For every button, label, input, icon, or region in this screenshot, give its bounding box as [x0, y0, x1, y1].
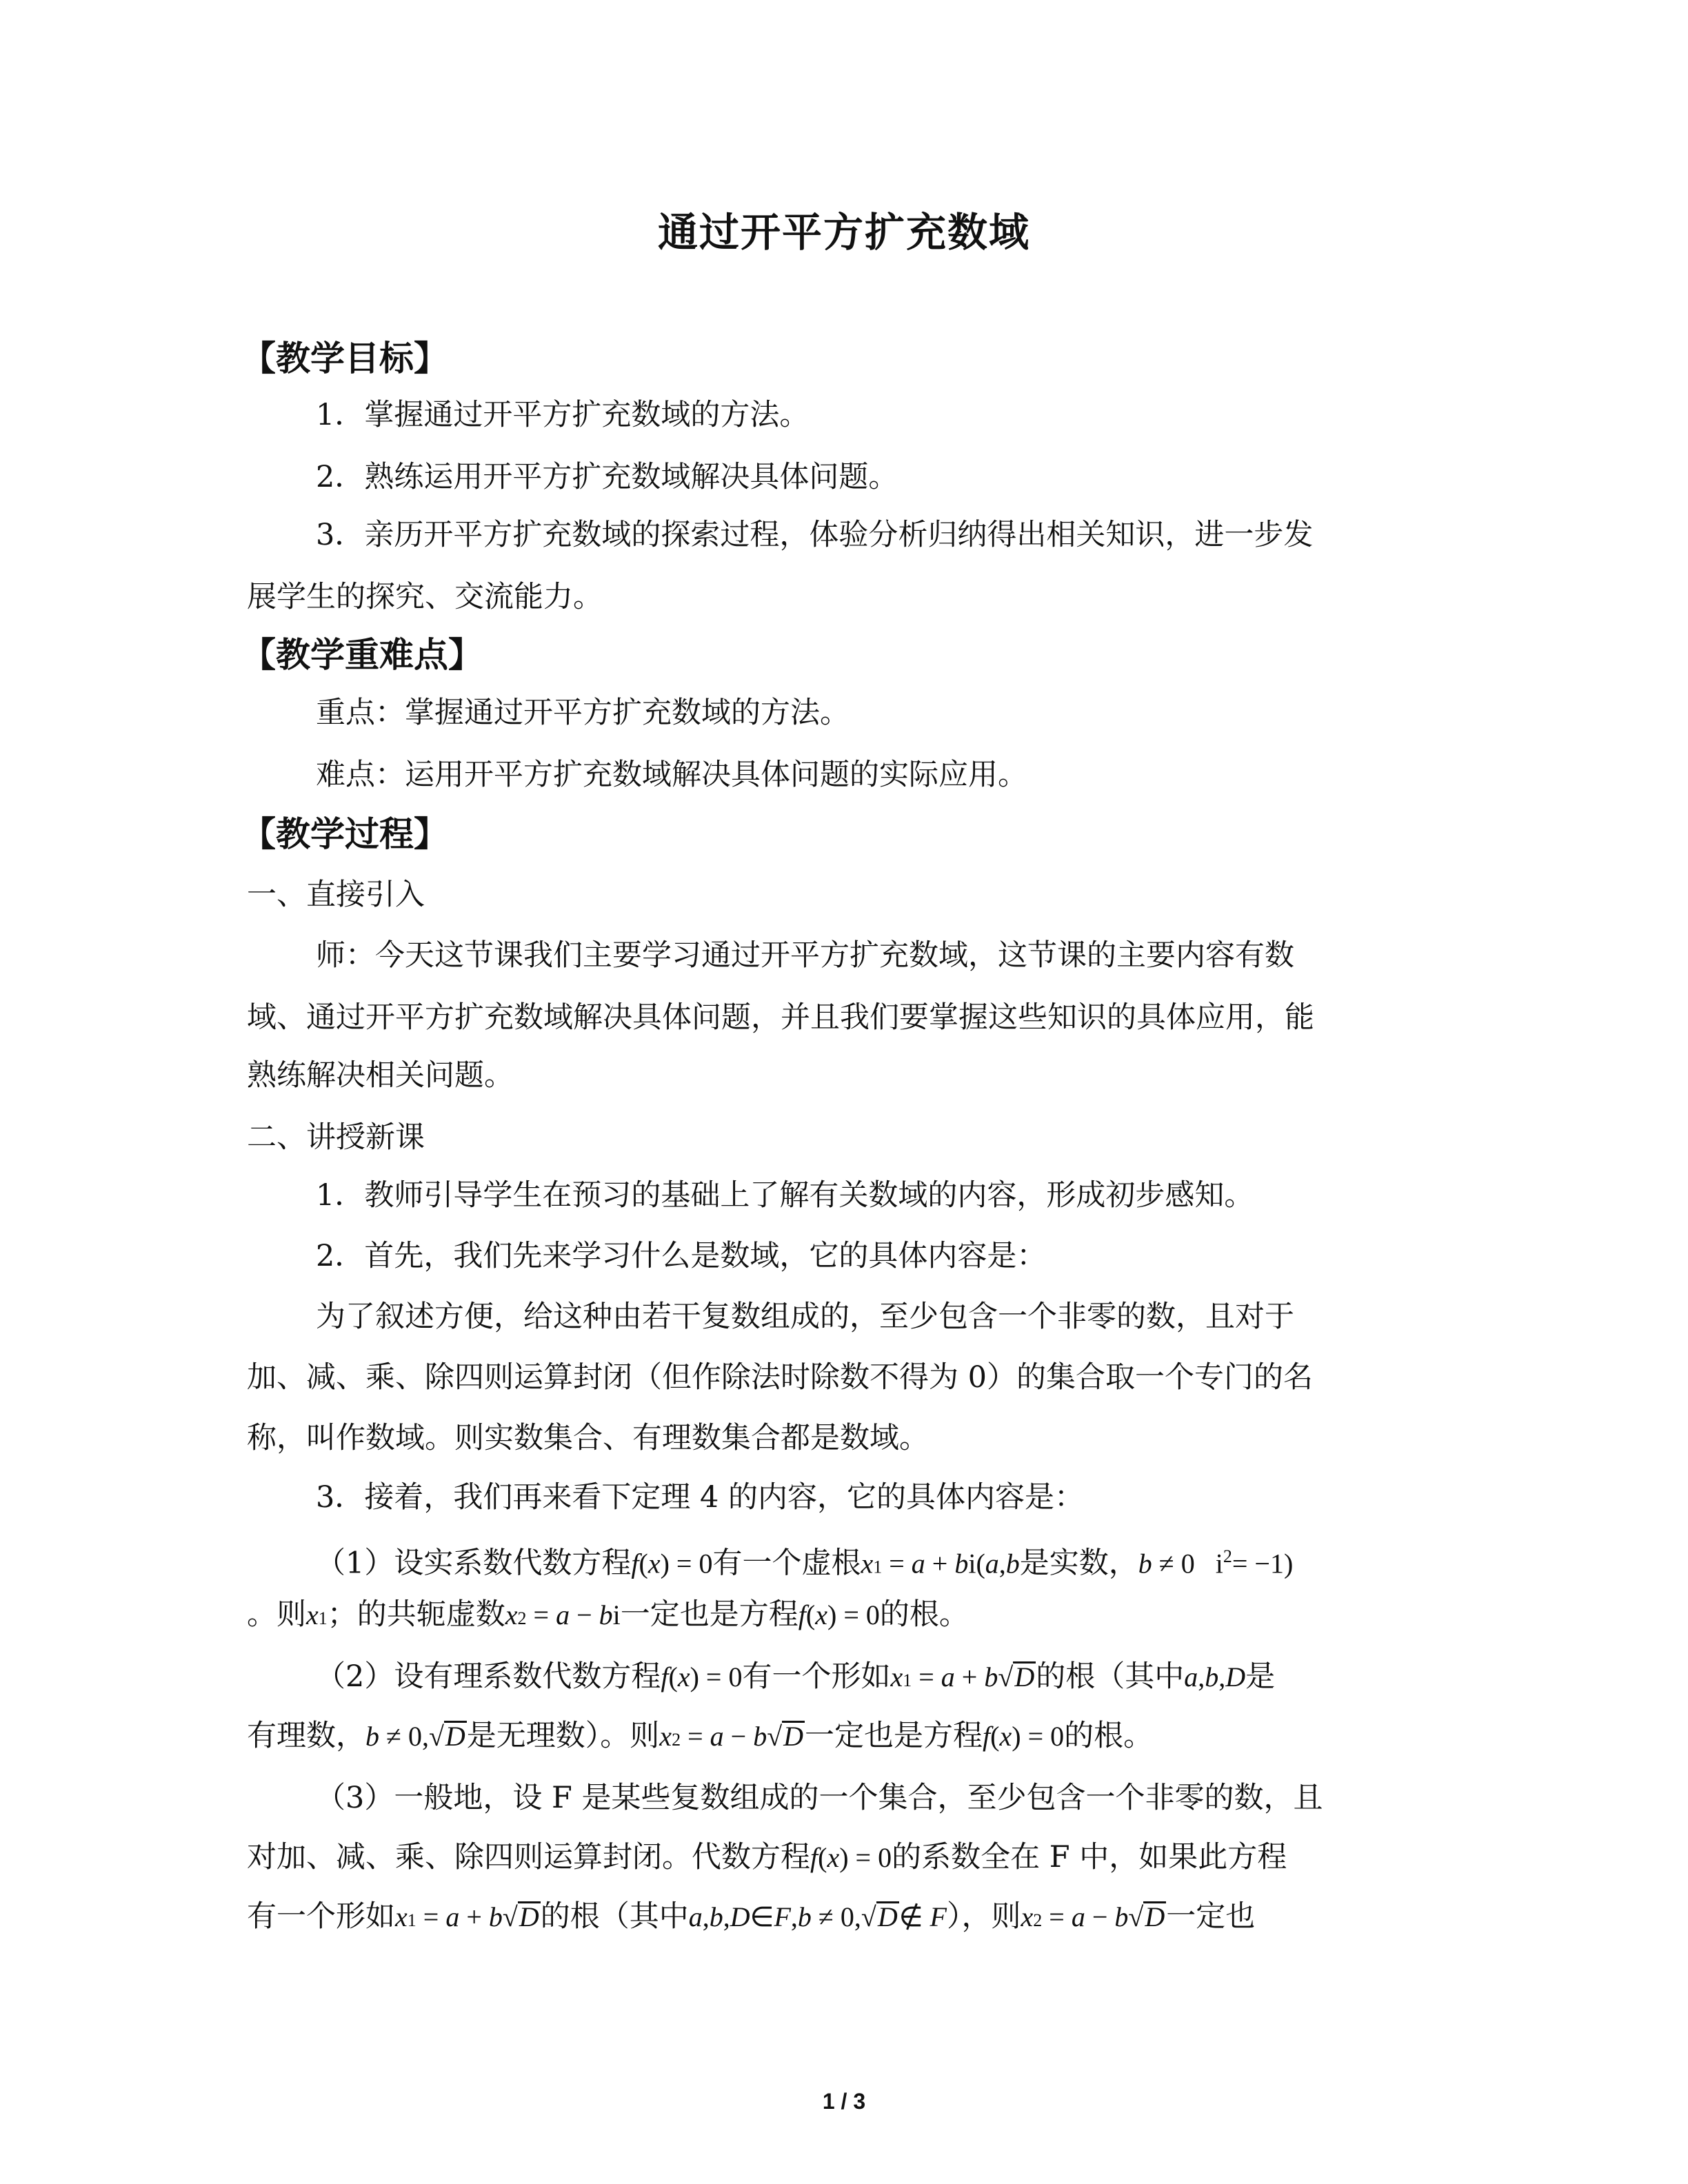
formula: + — [954, 1661, 985, 1692]
difficult-point: 难点：运用开平方扩充数域解决具体问题的实际应用。 — [316, 758, 1027, 792]
text: 一定也 — [1166, 1899, 1256, 1934]
text: 的根（其中 — [540, 1899, 689, 1934]
goal-2: 2．熟练运用开平方扩充数域解决具体问题。 — [316, 460, 898, 494]
formula: b — [984, 1661, 998, 1692]
formula: ( — [805, 1599, 816, 1630]
theorem-part-3-line-2 — [247, 1837, 1287, 1879]
formula: 2 — [672, 1730, 681, 1750]
formula: x — [677, 1661, 690, 1692]
formula: b — [599, 1599, 613, 1630]
formula: ( — [639, 1548, 648, 1579]
formula: b — [1138, 1548, 1152, 1579]
goal-3-line-2: 展学生的探究、交流能力。 — [247, 580, 603, 614]
formula: b — [365, 1721, 379, 1752]
intro-line-1: 师：今天这节课我们主要学习通过开平方扩充数域，这节课的主要内容有数 — [316, 938, 1294, 973]
formula: x — [1021, 1901, 1034, 1932]
formula: x — [395, 1901, 408, 1932]
formula: + — [459, 1901, 489, 1932]
formula: , — [998, 1548, 1006, 1579]
theorem-part-1-line-2 — [247, 1594, 969, 1639]
formula: a — [1184, 1661, 1198, 1692]
formula: − — [723, 1721, 754, 1752]
formula: i — [612, 1599, 621, 1630]
formula: ( — [668, 1661, 678, 1692]
formula: √ — [767, 1721, 783, 1752]
formula: x — [999, 1721, 1012, 1752]
text: 的根。 — [879, 1597, 969, 1632]
formula: + — [925, 1548, 955, 1579]
definition-line-1: 为了叙述方便，给这种由若干复数组成的，至少包含一个非零的数，且对于 — [316, 1300, 1294, 1334]
formula: f — [631, 1548, 639, 1579]
formula: 2 — [517, 1608, 527, 1628]
formula: D — [1145, 1901, 1165, 1932]
formula: b — [709, 1901, 723, 1932]
text: （2）设有理系数代数方程 — [316, 1659, 661, 1694]
page-title: 通过开平方扩充数域 — [657, 209, 1030, 256]
theorem-part-3-line-1: （3）一般地，设 F 是某些复数组成的一个集合，至少包含一个非零的数，且 — [316, 1781, 1323, 1815]
formula: ) = 0 — [690, 1661, 743, 1692]
formula: = — [1042, 1901, 1072, 1932]
formula: F — [774, 1901, 791, 1932]
formula: a — [941, 1661, 955, 1692]
formula: 2 — [1223, 1546, 1232, 1566]
formula: , — [1218, 1661, 1226, 1692]
theorem-part-2-line-2 — [247, 1715, 1153, 1761]
formula: D — [1014, 1661, 1035, 1692]
formula: D — [877, 1901, 898, 1932]
formula: D — [1225, 1661, 1246, 1692]
formula: b — [954, 1548, 969, 1579]
formula: D — [445, 1721, 465, 1752]
intro-line-3: 熟练解决相关问题。 — [247, 1058, 514, 1093]
formula: = — [416, 1901, 446, 1932]
text: （1）设实系数代数方程 — [316, 1546, 632, 1581]
text: 的根。 — [1064, 1719, 1154, 1753]
formula: D — [730, 1901, 750, 1932]
formula: ≠ 0 i — [1152, 1548, 1223, 1579]
formula: a — [688, 1901, 703, 1932]
key-point: 重点：掌握通过开平方扩充数域的方法。 — [316, 696, 850, 730]
theorem-part-1-line-1 — [316, 1536, 1293, 1588]
heading-objectives: 【教学目标】 — [241, 338, 448, 378]
formula: x — [505, 1599, 518, 1630]
formula: = — [526, 1599, 556, 1630]
formula: a — [445, 1901, 460, 1932]
text: ），则 — [946, 1899, 1021, 1934]
formula: ≠ 0,√ — [811, 1901, 876, 1932]
formula: 1 — [873, 1557, 883, 1577]
definition-line-3: 称，叫作数域。则实数集合、有理数集合都是数域。 — [247, 1421, 929, 1455]
formula: x — [861, 1548, 874, 1579]
formula: √ — [998, 1661, 1014, 1692]
formula: , — [1198, 1661, 1205, 1692]
formula: − — [570, 1599, 599, 1630]
text: 是无理数）。则 — [466, 1719, 660, 1753]
definition-line-2: 加、减、乘、除四则运算封闭（但作除法时除数不得为 0）的集合取一个专门的名 — [247, 1360, 1314, 1395]
formula: f — [798, 1599, 806, 1630]
formula: − — [1085, 1901, 1115, 1932]
section-1-title: 一、直接引入 — [247, 878, 425, 912]
formula: = — [912, 1661, 941, 1692]
formula: = −1) — [1232, 1548, 1294, 1579]
formula: ∈ — [750, 1901, 774, 1932]
formula: f — [810, 1842, 818, 1873]
formula: ≠ 0,√ — [379, 1721, 444, 1752]
page-number: 1 / 3 — [822, 2089, 866, 2114]
heading-key-points: 【教学重难点】 — [241, 635, 483, 675]
formula: ) = 0 — [660, 1548, 713, 1579]
intro-line-2: 域、通过开平方扩充数域解决具体问题，并且我们要掌握这些知识的具体应用，能 — [247, 1000, 1314, 1035]
text: 的根（其中 — [1036, 1659, 1185, 1694]
formula: b — [488, 1901, 503, 1932]
text: 有一个形如 — [247, 1899, 395, 1934]
formula: 1 — [318, 1608, 328, 1628]
formula: D — [783, 1721, 804, 1752]
formula: a — [985, 1548, 999, 1579]
formula: 1 — [407, 1910, 416, 1930]
formula: F — [930, 1901, 947, 1932]
formula: √ — [502, 1901, 518, 1932]
text: ；的共轭虚数 — [327, 1597, 505, 1632]
text: 有一个虚根 — [712, 1546, 861, 1581]
formula: x — [890, 1661, 903, 1692]
formula: , — [702, 1901, 710, 1932]
formula: b — [1205, 1661, 1219, 1692]
formula: x — [306, 1599, 319, 1630]
text: 对加、减、乘、除四则运算封闭。代数方程 — [247, 1840, 810, 1874]
formula: f — [983, 1721, 991, 1752]
text: 有理数， — [247, 1719, 365, 1753]
section-2-title: 二、讲授新课 — [247, 1120, 425, 1155]
text: 一定也是方程 — [805, 1719, 983, 1753]
formula: 1 — [903, 1670, 912, 1690]
formula: a — [1071, 1901, 1085, 1932]
text: 是 — [1245, 1659, 1276, 1694]
formula: b — [1005, 1548, 1020, 1579]
lesson-item-3: 3．接着，我们再来看下定理 4 的内容，它的具体内容是： — [316, 1480, 1085, 1515]
formula: = — [681, 1721, 710, 1752]
goal-3-line-1: 3．亲历开平方扩充数域的探索过程，体验分析归纳得出相关知识，进一步发 — [316, 518, 1314, 552]
theorem-part-3-line-3 — [247, 1896, 1255, 1941]
text: 是实数， — [1019, 1546, 1138, 1581]
formula: a — [556, 1599, 570, 1630]
formula: b — [797, 1901, 812, 1932]
formula: ∉ — [898, 1901, 930, 1932]
formula: , — [790, 1901, 798, 1932]
formula: x — [827, 1842, 840, 1873]
formula: √ — [1128, 1901, 1144, 1932]
formula: b — [753, 1721, 767, 1752]
text: 。则 — [247, 1597, 306, 1632]
heading-process: 【教学过程】 — [241, 814, 448, 854]
formula: D — [519, 1901, 539, 1932]
formula: ) = 0 — [839, 1842, 892, 1873]
goal-1: 1．掌握通过开平方扩充数域的方法。 — [316, 398, 810, 432]
formula: f — [661, 1661, 669, 1692]
formula: x — [659, 1721, 672, 1752]
lesson-item-1: 1．教师引导学生在预习的基础上了解有关数域的内容，形成初步感知。 — [316, 1178, 1254, 1213]
formula: x — [815, 1599, 827, 1630]
formula: a — [710, 1721, 724, 1752]
formula: ( — [990, 1721, 1000, 1752]
theorem-part-2-line-1 — [316, 1656, 1275, 1701]
formula: i( — [968, 1548, 985, 1579]
text: 一定也是方程 — [620, 1597, 798, 1632]
formula: ) = 0 — [1012, 1721, 1065, 1752]
formula: a — [911, 1548, 925, 1579]
lesson-item-2: 2．首先，我们先来学习什么是数域，它的具体内容是： — [316, 1239, 1047, 1273]
formula: 2 — [1033, 1910, 1043, 1930]
formula: x — [647, 1548, 661, 1579]
formula: = — [882, 1548, 912, 1579]
text: 有一个形如 — [742, 1659, 891, 1694]
formula: , — [723, 1901, 730, 1932]
formula: ) = 0 — [827, 1599, 880, 1630]
text: 的系数全在 F 中，如果此方程 — [892, 1840, 1287, 1874]
formula: b — [1114, 1901, 1129, 1932]
formula: ( — [818, 1842, 827, 1873]
